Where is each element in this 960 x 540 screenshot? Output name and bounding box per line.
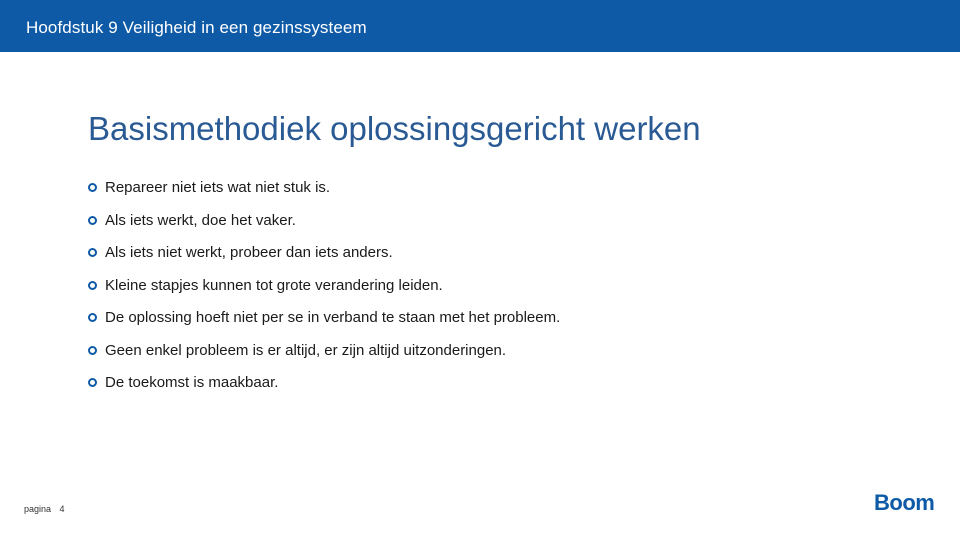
page-label: pagina [24,504,52,514]
header-title: Hoofdstuk 9 Veiligheid in een gezinssysteem [26,18,367,37]
bullet-text: Als iets niet werkt, probeer dan iets anders. [105,244,393,261]
bullet-text: Geen enkel probleem is er altijd, er zijn altijd uitzonderingen. [105,341,507,359]
bullet-text: Repareer niet iets wat niet stuk is. [105,179,331,196]
bullet-circle-icon [88,313,97,322]
bullet-item [88,371,560,404]
page-indicator [24,504,65,514]
bullet-item [88,306,560,339]
bullet-item [88,241,560,274]
bullet-item [88,339,560,372]
bullet-text: Kleine stapjes kunnen tot grote verandering leiden. [105,276,443,294]
bullet-item [88,176,560,209]
page-number: 4 [59,504,65,514]
boom-logo: Boom [874,490,935,515]
bullet-text: Als iets werkt, doe het vaker. [105,211,296,229]
bullet-item [88,209,560,242]
bullet-text: De oplossing hoeft niet per se in verband te staan met het probleem. [105,309,561,326]
bullet-item [88,274,560,307]
bullet-circle-icon [88,281,97,290]
bullet-text: De toekomst is maakbaar. [105,374,279,391]
slide-title: Basismethodiek oplossingsgericht werken [88,110,701,147]
bullet-circle-icon [88,378,97,387]
bullet-circle-icon [88,216,97,225]
bullet-circle-icon [88,183,97,192]
bullet-list [88,176,560,404]
bullet-circle-icon [88,248,97,257]
bullet-circle-icon [88,346,97,355]
header-bar [0,0,960,52]
